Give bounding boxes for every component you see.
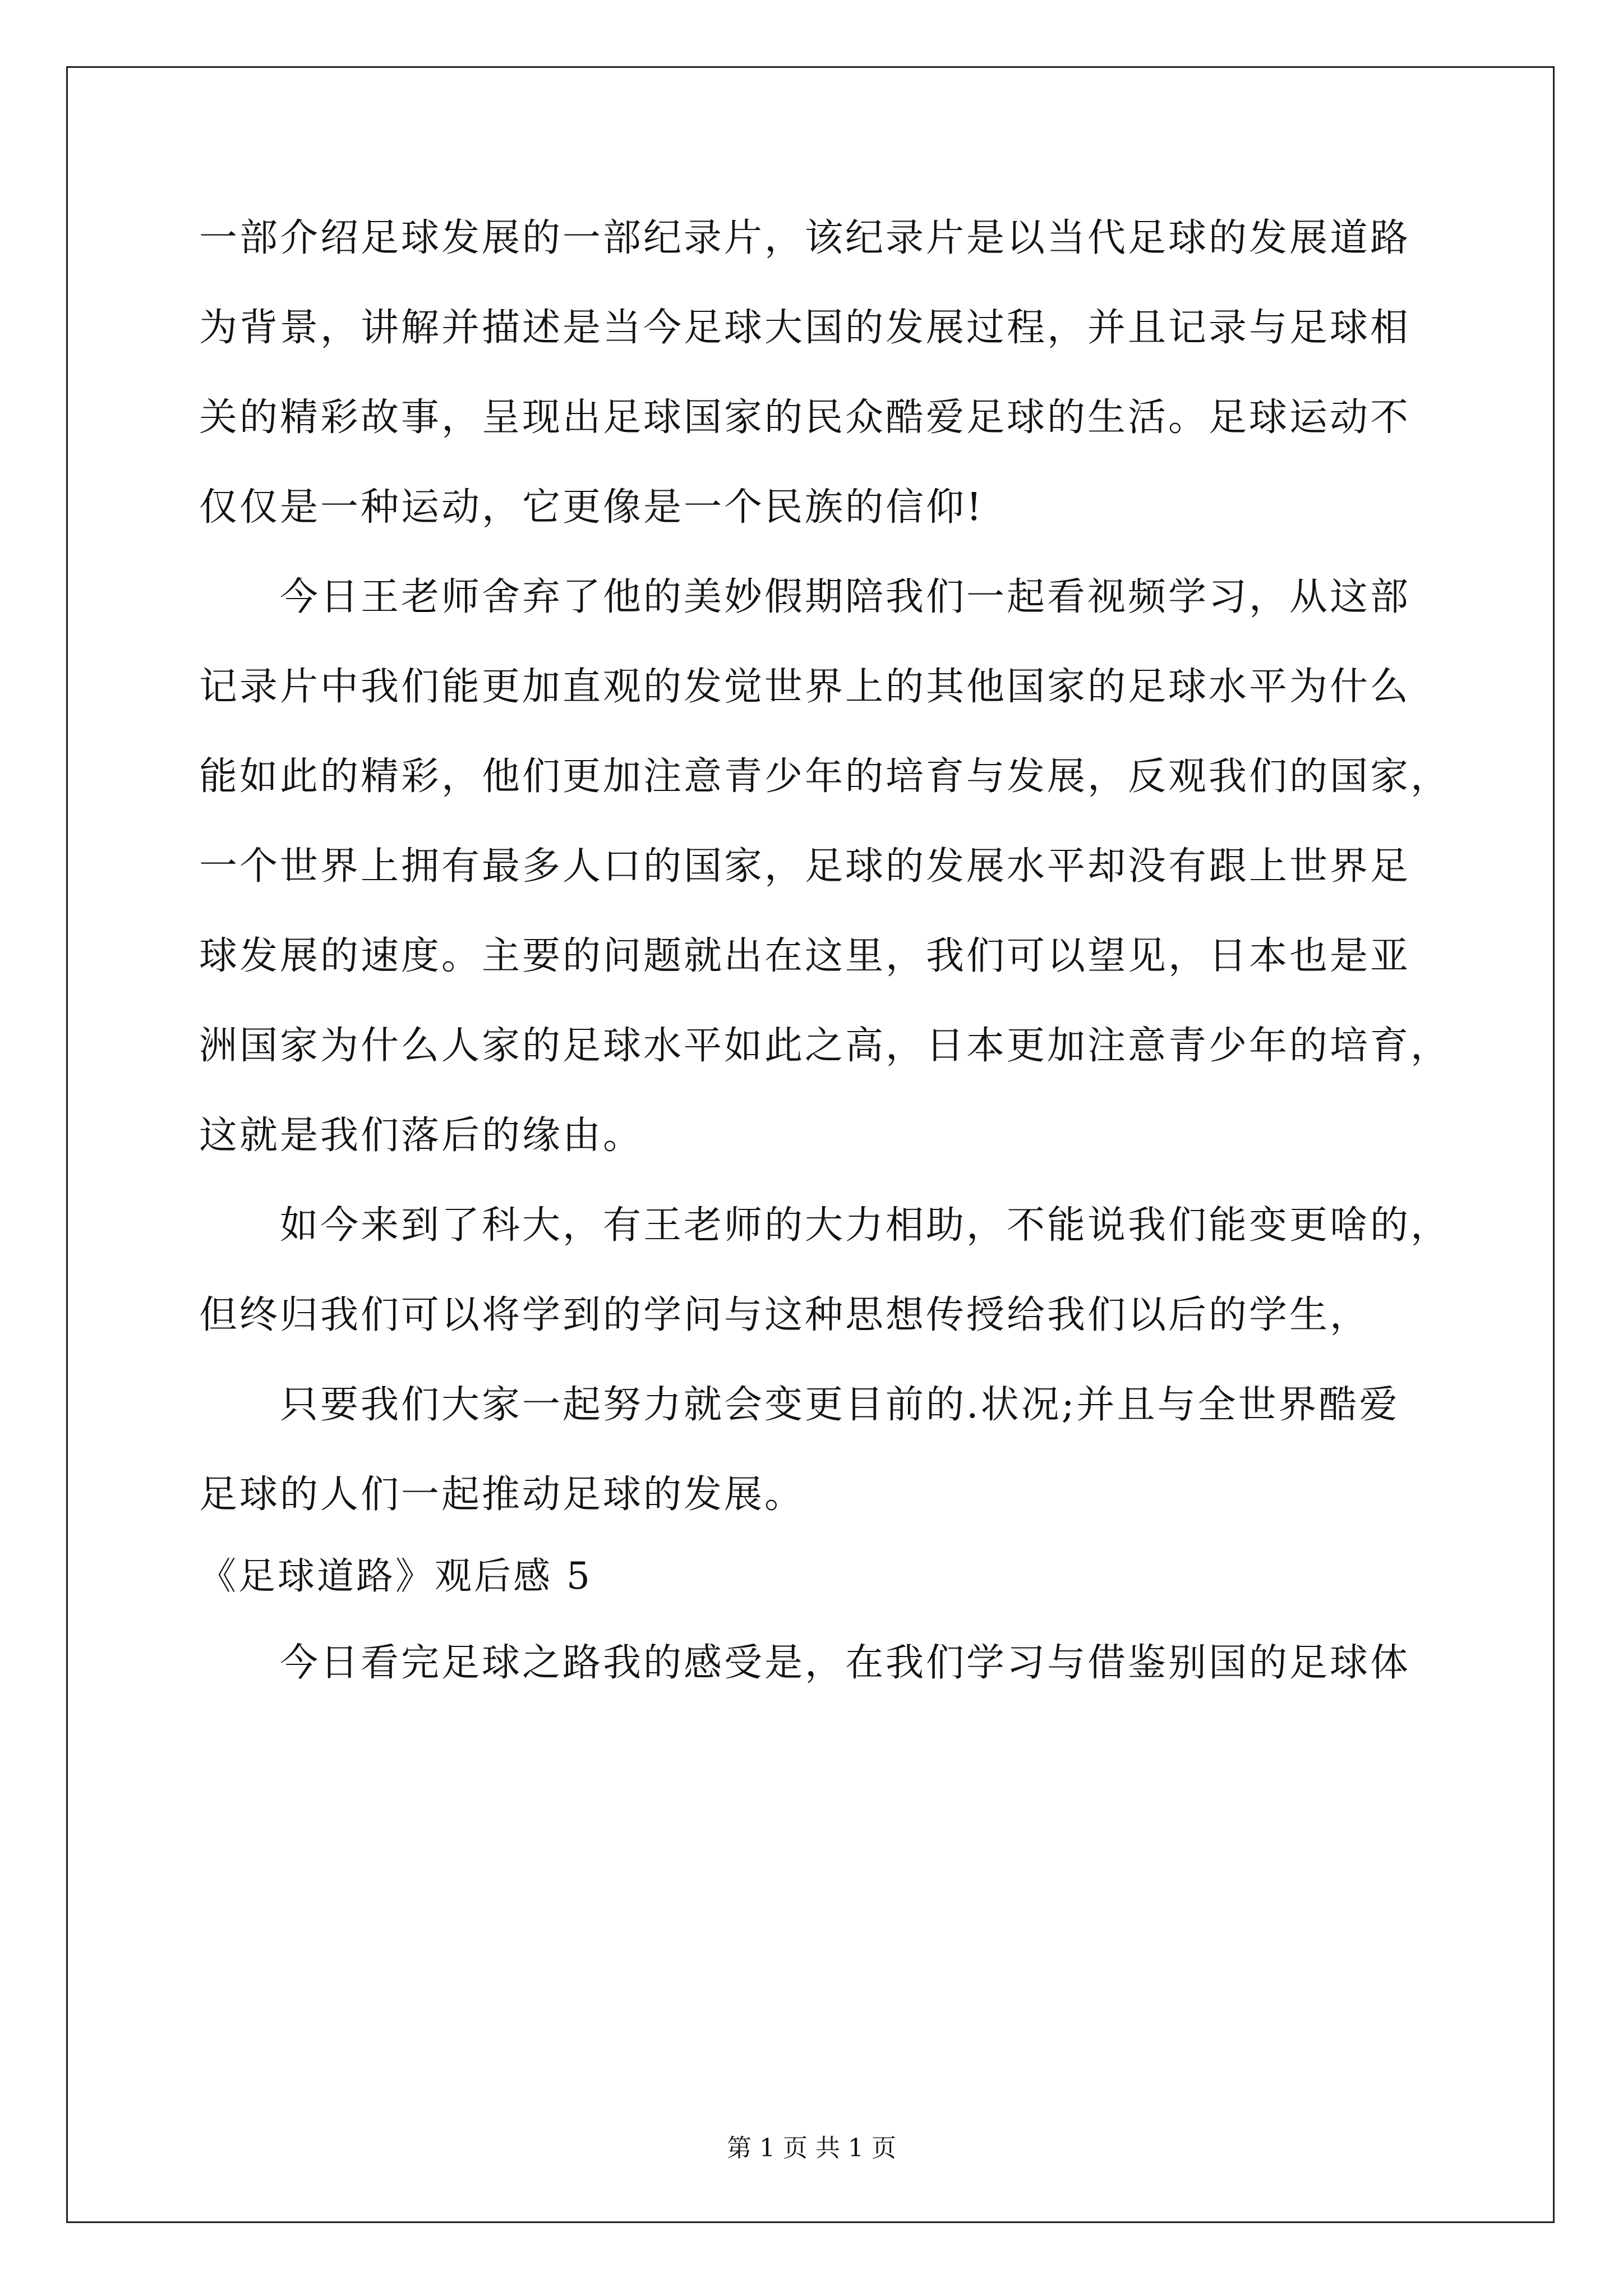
section-heading: 《足球道路》观后感 5 bbox=[199, 1554, 592, 1598]
text-line: 这就是我们落后的缘由。 bbox=[199, 1114, 644, 1158]
text-line: 为背景，讲解并描述是当今足球大国的发展过程，并且记录与足球相 bbox=[199, 306, 1411, 350]
page-footer: 第 1 页 共 1 页 bbox=[727, 2134, 896, 2162]
text-line: 能如此的精彩，他们更加注意青少年的培育与发展，反观我们的国家， bbox=[199, 754, 1451, 799]
paragraph-start-line: 如今来到了科大，有王老师的大力相助，不能说我们能变更啥的， bbox=[280, 1203, 1451, 1248]
text-line: 但终归我们可以将学到的学问与这种思想传授给我们以后的学生， bbox=[199, 1293, 1371, 1337]
text-line: 记录片中我们能更加直观的发觉世界上的其他国家的足球水平为什么 bbox=[199, 665, 1411, 709]
text-line: 一部介绍足球发展的一部纪录片，该纪录片是以当代足球的发展道路 bbox=[199, 216, 1411, 260]
text-line: 仅仅是一种运动，它更像是一个民族的信仰! bbox=[199, 485, 984, 530]
text-line: 球发展的速度。主要的问题就出在这里，我们可以望见，日本也是亚 bbox=[199, 934, 1411, 978]
text-line: 足球的人们一起推动足球的发展。 bbox=[199, 1473, 805, 1517]
paragraph-start-line: 今日看完足球之路我的感受是，在我们学习与借鉴别国的足球体 bbox=[280, 1641, 1411, 1685]
text-line: 洲国家为什么人家的足球水平如此之高，日本更加注意青少年的培育， bbox=[199, 1024, 1451, 1068]
paragraph-start-line: 今日王老师舍弃了他的美妙假期陪我们一起看视频学习，从这部 bbox=[280, 575, 1411, 619]
paragraph-start-line: 只要我们大家一起努力就会变更目前的.状况;并且与全世界酷爱 bbox=[280, 1383, 1400, 1427]
text-line: 关的精彩故事，呈现出足球国家的民众酷爱足球的生活。足球运动不 bbox=[199, 395, 1411, 440]
text-line: 一个世界上拥有最多人口的国家，足球的发展水平却没有跟上世界足 bbox=[199, 844, 1411, 889]
